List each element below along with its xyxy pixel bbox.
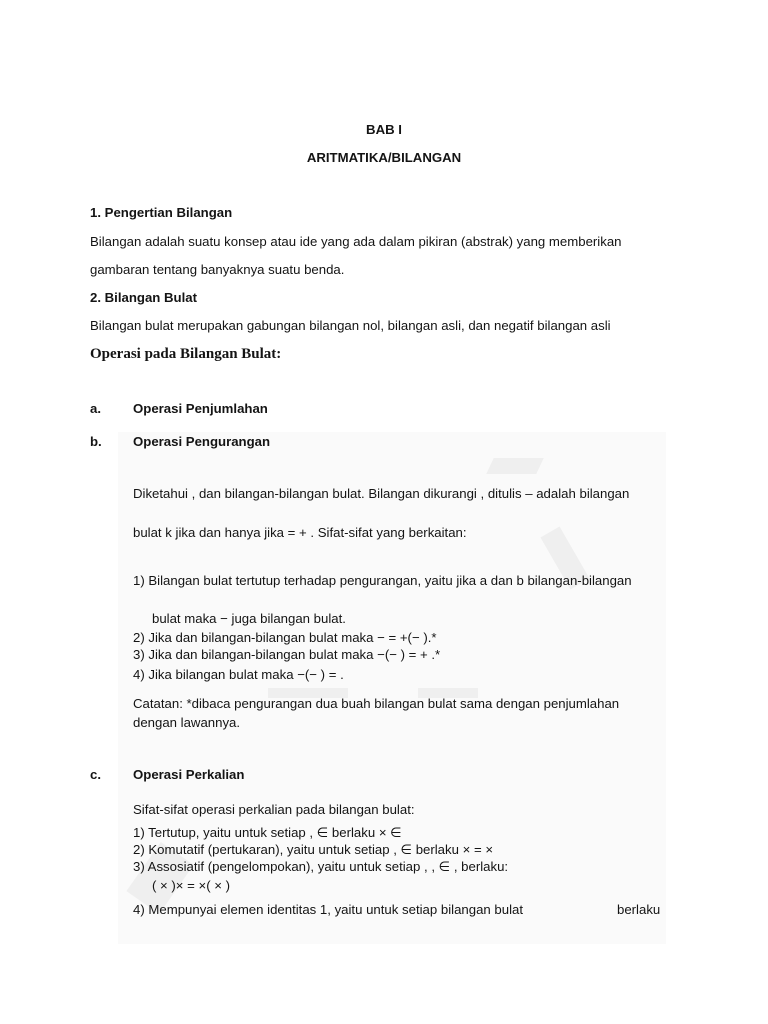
property-item: 2) Jika dan bilangan-bilangan bulat maka − = +(− ).* bbox=[133, 630, 437, 645]
note-line: dengan lawannya. bbox=[133, 715, 241, 730]
operations-heading: Operasi pada Bilangan Bulat: bbox=[90, 346, 282, 362]
note-line: Catatan: *dibaca pengurangan dua buah bilangan bulat sama dengan penjumlahan bbox=[133, 696, 620, 711]
property-item: 4) Mempunyai elemen identitas 1, yaitu untuk setiap bilangan bulat bbox=[133, 902, 524, 917]
property-item: 1) Tertutup, yaitu untuk setiap , ∈ berlaku × ∈ bbox=[133, 825, 402, 840]
list-letter-a: a. bbox=[90, 401, 101, 416]
property-item: 2) Komutatif (pertukaran), yaitu untuk setiap , ∈ berlaku × = × bbox=[133, 842, 494, 857]
property-item: 3) Assosiatif (pengelompokan), yaitu untuk setiap , , ∈ , berlaku: bbox=[133, 859, 509, 874]
operation-title-pengurangan: Operasi Pengurangan bbox=[133, 434, 271, 449]
subtraction-intro-line: Diketahui , dan bilangan-bilangan bulat. Bilangan dikurangi , ditulis – adalah bilangan bbox=[133, 486, 630, 501]
operation-title-perkalian: Operasi Perkalian bbox=[133, 767, 245, 782]
property-item: 4) Jika bilangan bulat maka −(− ) = . bbox=[133, 667, 344, 682]
property-item: 1) Bilangan bulat tertutup terhadap pengurangan, yaitu jika a dan b bilangan-bilangan bbox=[133, 573, 632, 588]
property-item: 3) Jika dan bilangan-bilangan bulat maka −(− ) = + .* bbox=[133, 647, 441, 662]
watermark-shape bbox=[486, 458, 543, 474]
section-heading-bilangan-bulat: 2. Bilangan Bulat bbox=[90, 290, 197, 305]
subtraction-intro-line: bulat k jika dan hanya jika = + . Sifat-sifat yang berkaitan: bbox=[133, 525, 467, 540]
list-letter-c: c. bbox=[90, 767, 101, 782]
operation-title-penjumlahan: Operasi Penjumlahan bbox=[133, 401, 268, 416]
paragraph-line: Bilangan adalah suatu konsep atau ide yang ada dalam pikiran (abstrak) yang memberikan bbox=[90, 234, 622, 249]
associative-formula: ( × )× = ×( × ) bbox=[152, 878, 231, 893]
list-letter-b: b. bbox=[90, 434, 102, 449]
property-item-continued: bulat maka − juga bilangan bulat. bbox=[152, 611, 346, 626]
chapter-title: ARITMATIKA/BILANGAN bbox=[306, 150, 462, 165]
property-item-end: berlaku bbox=[617, 902, 661, 917]
section-heading-pengertian: 1. Pengertian Bilangan bbox=[90, 205, 233, 220]
multiplication-intro: Sifat-sifat operasi perkalian pada bilangan bulat: bbox=[133, 802, 415, 817]
chapter-label: BAB I bbox=[366, 122, 402, 137]
paragraph-line: Bilangan bulat merupakan gabungan bilangan nol, bilangan asli, dan negatif bilangan asli bbox=[90, 318, 611, 333]
paragraph-line: gambaran tentang banyaknya suatu benda. bbox=[90, 262, 345, 277]
